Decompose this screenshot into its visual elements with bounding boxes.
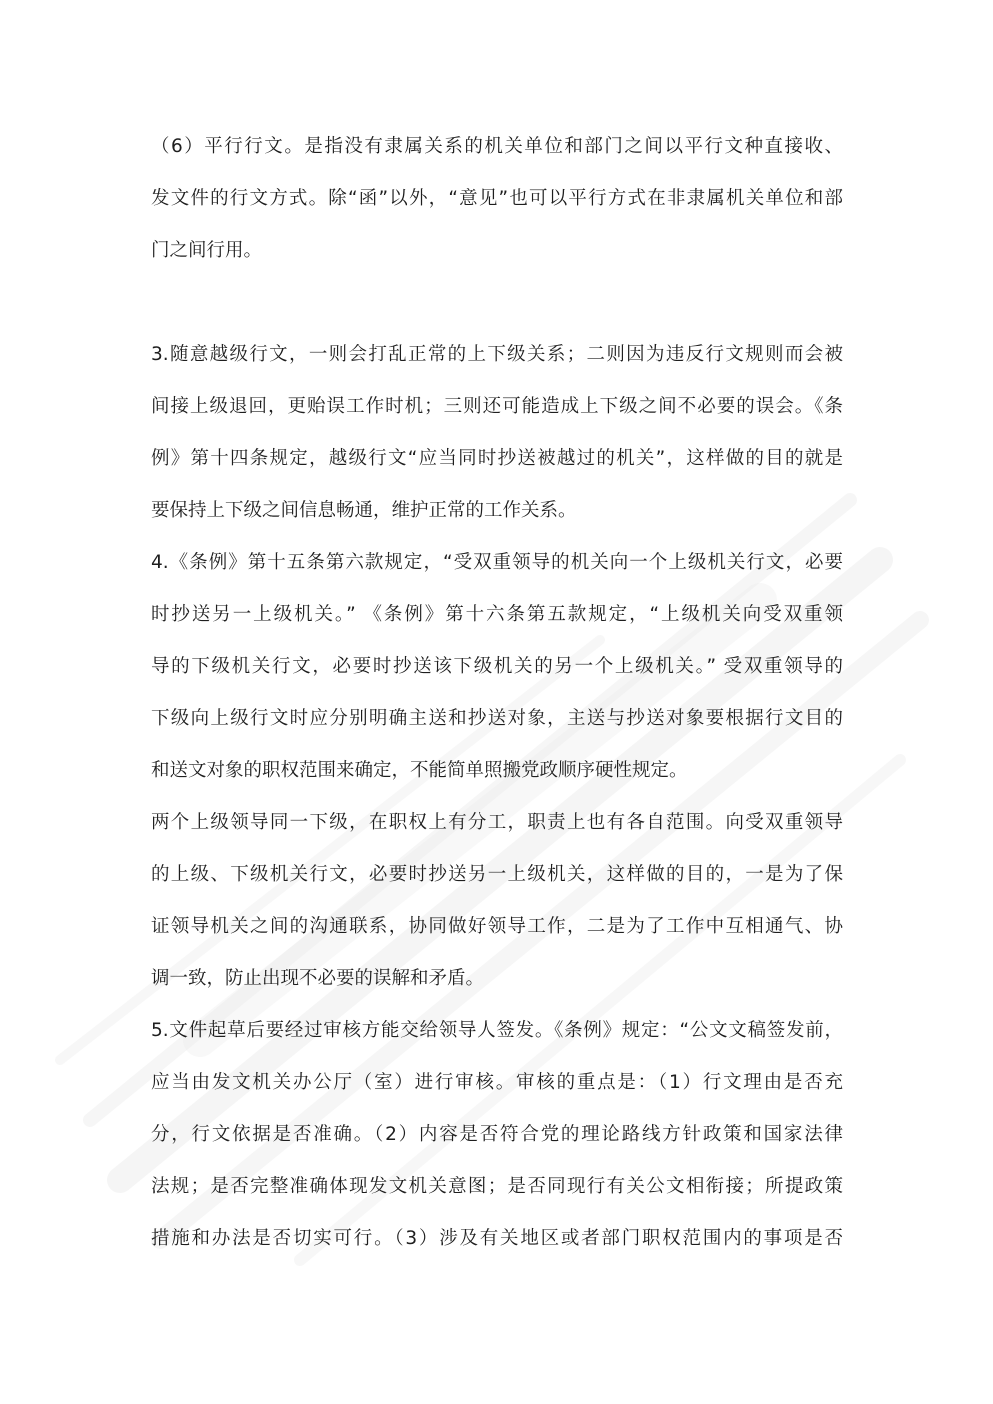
document-body [151, 121, 843, 1265]
text-line: 时抄送另一上级机关。” 《条例》第十六条第五款规定，“上级机关向受双重领 [151, 604, 843, 625]
text-line: 要保持上下级之间信息畅通，维护正常的工作关系。 [151, 500, 577, 521]
blank-line [151, 277, 843, 329]
text-line: 和送文对象的职权范围来确定，不能简单照搬党政顺序硬性规定。 [151, 760, 688, 781]
text-line: 措施和办法是否切实可行。（3）涉及有关地区或者部门职权范围内的事项是否 [151, 1228, 843, 1249]
text-line: 法规；是否完整准确体现发文机关意图；是否同现行有关公文相衔接；所提政策 [151, 1176, 843, 1197]
text-line: 门之间行用。 [151, 240, 263, 261]
text-line: （6）平行行文。是指没有隶属关系的机关单位和部门之间以平行文种直接收、 [151, 136, 843, 157]
text-line: 发文件的行文方式。除“函”以外，“意见”也可以平行方式在非隶属机关单位和部 [151, 188, 843, 209]
text-line: 导的下级机关行文，必要时抄送该下级机关的另一个上级机关。” 受双重领导的 [151, 656, 843, 677]
text-line: 3.随意越级行文，一则会打乱正常的上下级关系；二则因为违反行文规则而会被 [151, 344, 843, 365]
text-line: 4.《条例》第十五条第六款规定，“受双重领导的机关向一个上级机关行文，必要 [151, 552, 843, 573]
text-line: 5.文件起草后要经过审核方能交给领导人签发。《条例》规定：“公文文稿签发前， [151, 1020, 843, 1041]
text-line: 两个上级领导同一下级，在职权上有分工，职责上也有各自范围。向受双重领导 [151, 812, 843, 833]
text-line: 间接上级退回，更贻误工作时机；三则还可能造成上下级之间不必要的误会。《条 [151, 396, 843, 417]
paragraph [151, 537, 843, 797]
text-line: 例》第十四条规定，越级行文“应当同时抄送被越过的机关”，这样做的目的就是 [151, 448, 843, 469]
paragraph [151, 797, 843, 1005]
paragraph [151, 121, 843, 277]
text-line: 下级向上级行文时应分别明确主送和抄送对象，主送与抄送对象要根据行文目的 [151, 708, 843, 729]
text-line: 应当由发文机关办公厅（室）进行审核。审核的重点是：（1）行文理由是否充 [151, 1072, 843, 1093]
paragraph [151, 329, 843, 537]
paragraph [151, 1005, 843, 1265]
text-line: 的上级、下级机关行文，必要时抄送另一上级机关，这样做的目的，一是为了保 [151, 864, 843, 885]
text-line: 分，行文依据是否准确。（2）内容是否符合党的理论路线方针政策和国家法律 [151, 1124, 843, 1145]
text-line: 调一致，防止出现不必要的误解和矛盾。 [151, 968, 485, 989]
text-line: 证领导机关之间的沟通联系，协同做好领导工作，二是为了工作中互相通气、协 [151, 916, 843, 937]
